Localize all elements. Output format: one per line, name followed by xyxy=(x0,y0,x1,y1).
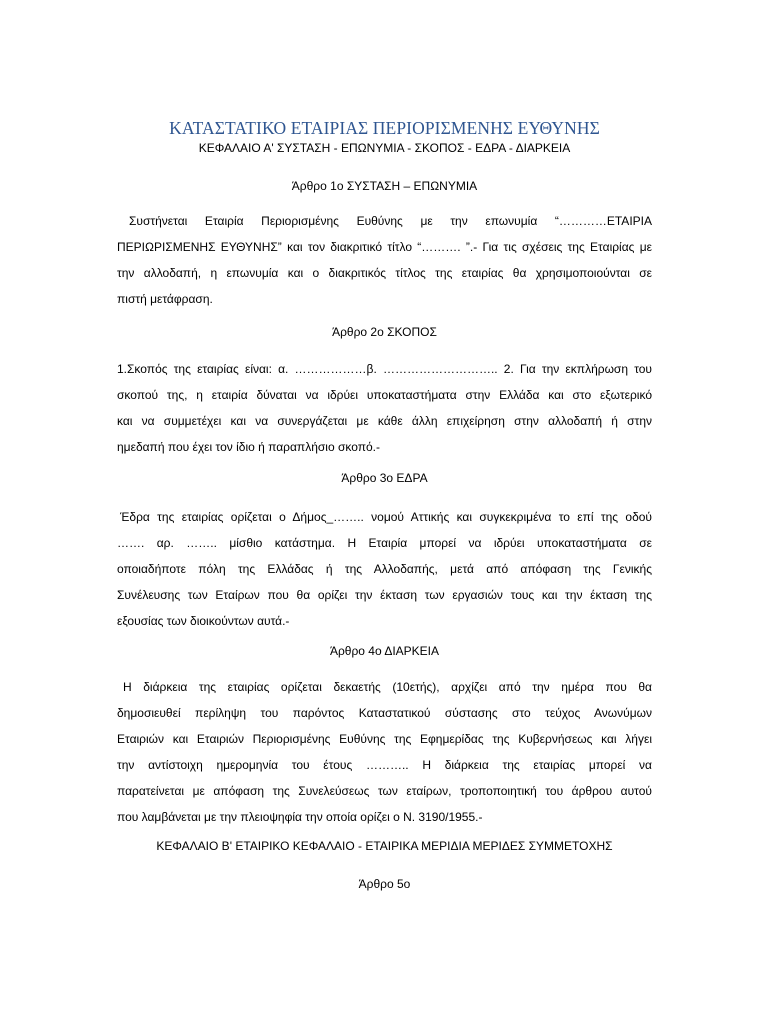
article-2-line: και να συμμετέχει και να συνεργάζεται με κάθε άλλη επιχείρηση στην αλλοδαπή ή στην xyxy=(117,414,652,428)
article-3-heading: Άρθρο 3ο ΕΔΡΑ xyxy=(341,471,428,485)
article-1-line: Συστήνεται Εταιρία Περιορισμένης Ευθύνης με την επωνυμία “…………ΕΤΑΙΡΙΑ xyxy=(129,214,652,228)
article-4-line: που λαμβάνεται με την πλειοψηφία την οποία ορίζει ο Ν. 3190/1955.- xyxy=(117,810,483,824)
article-4-line: δημοσιευθεί περίληψη του παρόντος Καταστατικού σύστασης στο τεύχος Ανωνύμων xyxy=(117,706,652,720)
article-4-line: την αντίστοιχη ημερομηνία του έτους ……….. Η διάρκεια της εταιρίας μπορεί να xyxy=(117,758,652,772)
article-4-heading: Άρθρο 4ο ΔΙΑΡΚΕΙΑ xyxy=(329,644,440,658)
article-4-line: Εταιριών και Εταιριών Περιορισμένης Ευθύνης της Εφημερίδας της Κυβερνήσεως και λήγει xyxy=(117,732,652,746)
article-4-line: παρατείνεται με απόφαση της Συνελεύσεως των εταίρων, τροποποιητική του άρθρου αυτού xyxy=(117,784,652,798)
article-3-body xyxy=(117,504,652,634)
article-3-line: εξουσίας των διοικούντων αυτά.- xyxy=(117,614,290,628)
article-3-line: οποιαδήποτε πόλη της Ελλάδας ή της Αλλοδαπής, μετά από απόφαση της Γενικής xyxy=(117,562,652,576)
article-3-line: Έδρα της εταιρίας ορίζεται ο Δήμος_…….. νομού Αττικής και συγκεκριμένα το επί της οδού xyxy=(120,510,652,524)
article-1-line: ΠΕΡΙΩΡΙΣΜΕΝΗΣ ΕΥΘΥΝΗΣ” και τον διακριτικό τίτλο “………. ”.- Για τις σχέσεις της Εταιρίας με xyxy=(117,240,652,254)
chapter-a-heading: ΚΕΦΑΛΑΙΟ Α' ΣΥΣΤΑΣΗ - ΕΠΩΝΥΜΙΑ - ΣΚΟΠΟΣ - ΕΔΡΑ - ΔΙΑΡΚΕΙΑ xyxy=(198,141,571,155)
article-1-body xyxy=(117,208,652,312)
article-5-heading: Άρθρο 5ο xyxy=(358,877,411,891)
article-2-line: σκοπού της, η εταιρία δύναται να ιδρύει υποκαταστήματα στην Ελλάδα και στο εξωτερικό xyxy=(117,388,652,402)
chapter-b-heading: ΚΕΦΑΛΑΙΟ Β' ΕΤΑΙΡΙΚΟ ΚΕΦΑΛΑΙΟ - ΕΤΑΙΡΙΚΑ ΜΕΡΙΔΙΑ ΜΕΡΙΔΕΣ ΣΥΜΜΕΤΟΧΗΣ xyxy=(156,839,613,853)
document-title: ΚΑΤΑΣΤΑΤΙΚΟ ΕΤΑΙΡΙΑΣ ΠΕΡΙΟΡΙΣΜΕΝΗΣ ΕΥΘΥΝΗΣ xyxy=(169,118,600,138)
article-4-line: Η διάρκεια της εταιρίας ορίζεται δεκαετής (10ετής), αρχίζει από την ημέρα που θα xyxy=(123,680,652,694)
article-3-line: ……. αρ. …….. μίσθιο κατάστημα. Η Εταιρία μπορεί να ιδρύει υποκαταστήματα σε xyxy=(117,536,652,550)
article-1-heading: Άρθρο 1ο ΣΥΣΤΑΣΗ – ΕΠΩΝΥΜΙΑ xyxy=(291,179,478,193)
article-2-line: ημεδαπή που έχει τον ίδιο ή παραπλήσιο σκοπό.- xyxy=(117,440,381,454)
article-4-body xyxy=(117,674,652,830)
article-1-line: την αλλοδαπή, η επωνυμία και ο διακριτικός τίτλος της εταιρίας θα χρησιμοποιούνται σε xyxy=(117,266,652,280)
article-1-line: πιστή μετάφραση. xyxy=(117,292,213,306)
article-2-line: 1.Σκοπός της εταιρίας είναι: α. ………………β. ……………………….. 2. Για την εκπλήρωση του xyxy=(117,362,652,376)
article-2-body xyxy=(117,356,652,460)
article-2-heading: Άρθρο 2ο ΣΚΟΠΟΣ xyxy=(332,325,437,339)
article-3-line: Συνέλευσης των Εταίρων που θα ορίζει την έκταση των εργασιών τους και την έκταση της xyxy=(117,588,652,602)
